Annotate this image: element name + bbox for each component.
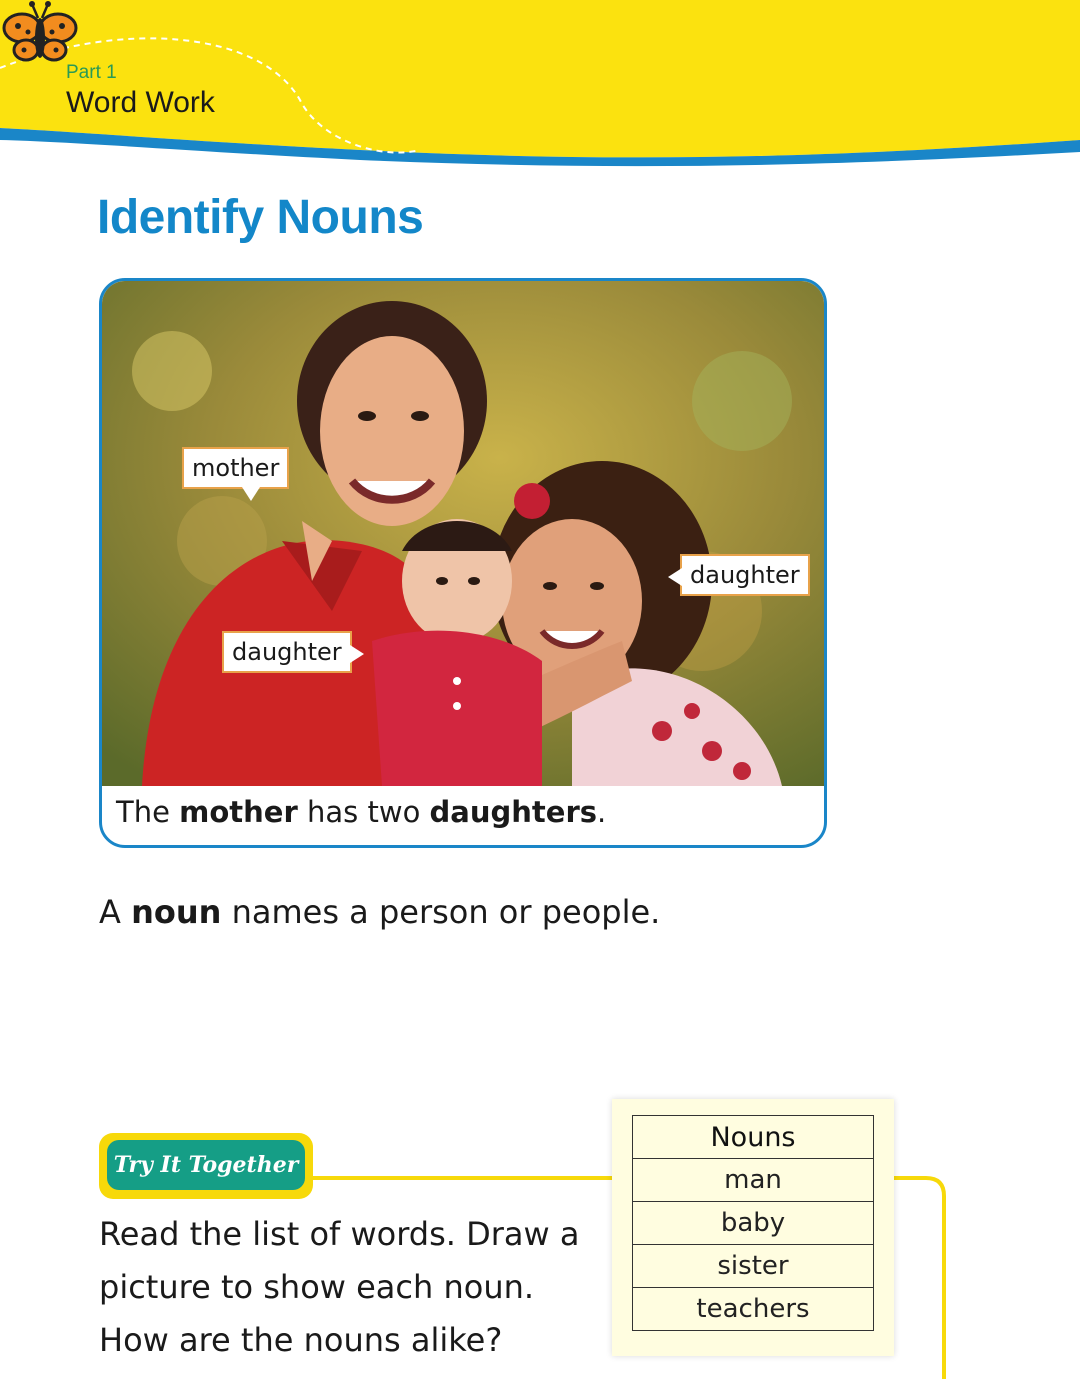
instruction-line: How are the nouns alike? — [99, 1321, 503, 1359]
label-mother-text: mother — [192, 454, 280, 482]
try-it-together-label: Try It Together — [107, 1140, 305, 1190]
noun-definition — [99, 893, 660, 931]
photo-caption — [116, 795, 606, 829]
definition-bold: noun — [131, 893, 222, 931]
label-daughter-girl-text: daughter — [690, 561, 800, 589]
part-label: Part 1 — [66, 62, 117, 83]
caption-part1: The — [116, 795, 180, 829]
label-daughter-girl — [680, 554, 810, 596]
nouns-card — [612, 1099, 894, 1356]
section-label: Word Work — [66, 86, 215, 119]
noun-cell: sister — [633, 1245, 874, 1288]
label-daughter-baby — [222, 631, 352, 673]
caption-part2: has two — [297, 795, 430, 829]
butterfly-icon — [0, 0, 80, 68]
page-title: Identify Nouns — [97, 191, 424, 244]
definition-part2: names a person or people. — [221, 893, 661, 931]
noun-cell: teachers — [633, 1288, 874, 1331]
caption-bold1: mother — [179, 795, 298, 829]
nouns-header: Nouns — [633, 1116, 874, 1159]
label-mother — [182, 447, 289, 489]
label-daughter-baby-text: daughter — [232, 638, 342, 666]
header-band — [0, 0, 1080, 175]
definition-part1: A — [99, 893, 132, 931]
instruction-line: Read the list of words. Draw a — [99, 1215, 580, 1253]
caption-bold2: daughters — [429, 795, 598, 829]
caption-part3: . — [597, 795, 607, 829]
instruction-line: picture to show each noun. — [99, 1268, 535, 1306]
instructions — [99, 1208, 599, 1367]
noun-cell: man — [633, 1159, 874, 1202]
noun-cell: baby — [633, 1202, 874, 1245]
try-it-together-badge — [99, 1133, 313, 1199]
photo-card — [99, 278, 827, 848]
family-photo — [102, 281, 824, 786]
family-photo-illustration — [102, 281, 824, 786]
nouns-table — [632, 1115, 874, 1331]
